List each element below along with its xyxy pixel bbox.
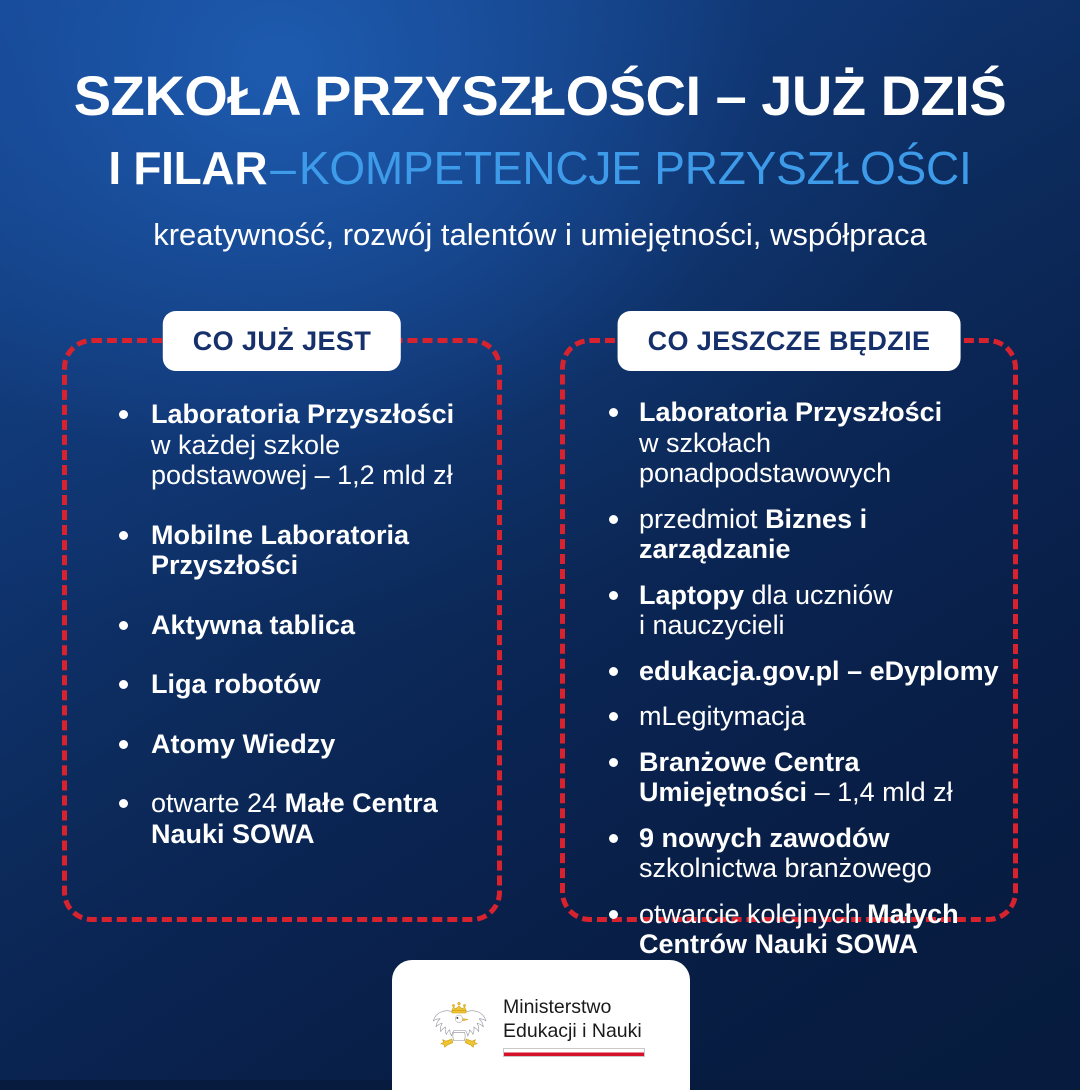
polish-flag-bar-icon [503,1048,645,1057]
list-item-text: przedmiot Biznes i zarządzanie [639,503,868,564]
list-item [119,669,487,700]
title-separator: – [270,142,296,194]
list-item [609,504,1005,565]
pillar-label: I FILAR [108,142,268,194]
bullet-icon [609,758,618,767]
list-item [609,899,1005,960]
ministry-name-line-1: Ministerstwo [503,995,612,1018]
list-item-text: 9 nowych zawodów szkolnictwa branżowego [639,822,932,883]
bullet-icon [609,591,618,600]
list-item [609,656,1005,687]
bullet-icon [609,712,618,721]
polish-eagle-emblem-icon [428,994,490,1056]
bullet-icon [119,799,128,808]
list-item-text: Mobilne Laboratoria Przyszłości [151,519,410,580]
list-item-text: Atomy Wiedzy [151,728,336,759]
bullet-icon [119,531,128,540]
ministry-name-line-2: Edukacji i Nauki [503,1020,642,1042]
poster-subtitle [0,124,1080,194]
bullet-icon [119,410,128,419]
list-item-text: edukacja.gov.pl – eDyplomy [639,655,999,686]
list-item [609,701,1005,732]
list-item-text: Liga robotów [151,669,321,699]
ministry-logo-text [503,993,645,1057]
list-item-text: otwarte 24 Małe Centra Nauki SOWA [151,788,438,849]
bullet-icon [609,667,618,676]
bullet-icon [609,834,618,843]
list-item-text: Laboratoria Przyszłości w szkołach ponadpodstawowych [639,397,943,488]
bullet-icon [609,515,618,524]
bullet-icon [609,910,618,919]
panel-label-existing: CO JUŻ JEST [163,311,401,371]
poster-header [0,0,1080,250]
list-item [609,580,1005,641]
list-item [119,729,487,760]
list-item [609,823,1005,884]
panel-label-upcoming: CO JESZCZE BĘDZIE [618,311,961,371]
list-item-text: Laboratoria Przyszłości w każdej szkole podstawowej – 1,2 mld zł [151,399,455,490]
pillar-theme: KOMPETENCJE PRZYSZŁOŚCI [298,142,972,194]
ministry-logo-card [392,960,690,1090]
list-existing [67,399,497,849]
list-item-text: Aktywna tablica [151,609,356,640]
panel-upcoming [560,326,1018,959]
bullet-icon [119,621,128,630]
page-title: SZKOŁA PRZYSZŁOŚCI – JUŻ DZIŚ [73,64,1007,127]
list-item-text: otwarcie kolejnych Małych Centrów Nauki SOWA [639,898,959,959]
list-item-text: mLegitymacja [639,701,806,731]
panel-existing [62,326,502,922]
list-item-text: Laptopy dla uczniów i nauczycieli [639,579,893,640]
list-item [609,747,1005,808]
list-item [119,610,487,641]
list-item [119,520,487,581]
tagline: kreatywność, rozwój talentów i umiejętności, współpraca [153,217,927,252]
bullet-icon [609,408,618,417]
bullet-icon [119,740,128,749]
list-item [119,788,487,849]
list-item [119,399,487,491]
list-item [609,397,1005,489]
list-upcoming [565,397,1013,960]
list-item-text: Branżowe Centra Umiejętności – 1,4 mld zł [639,746,953,807]
bullet-icon [119,680,128,689]
